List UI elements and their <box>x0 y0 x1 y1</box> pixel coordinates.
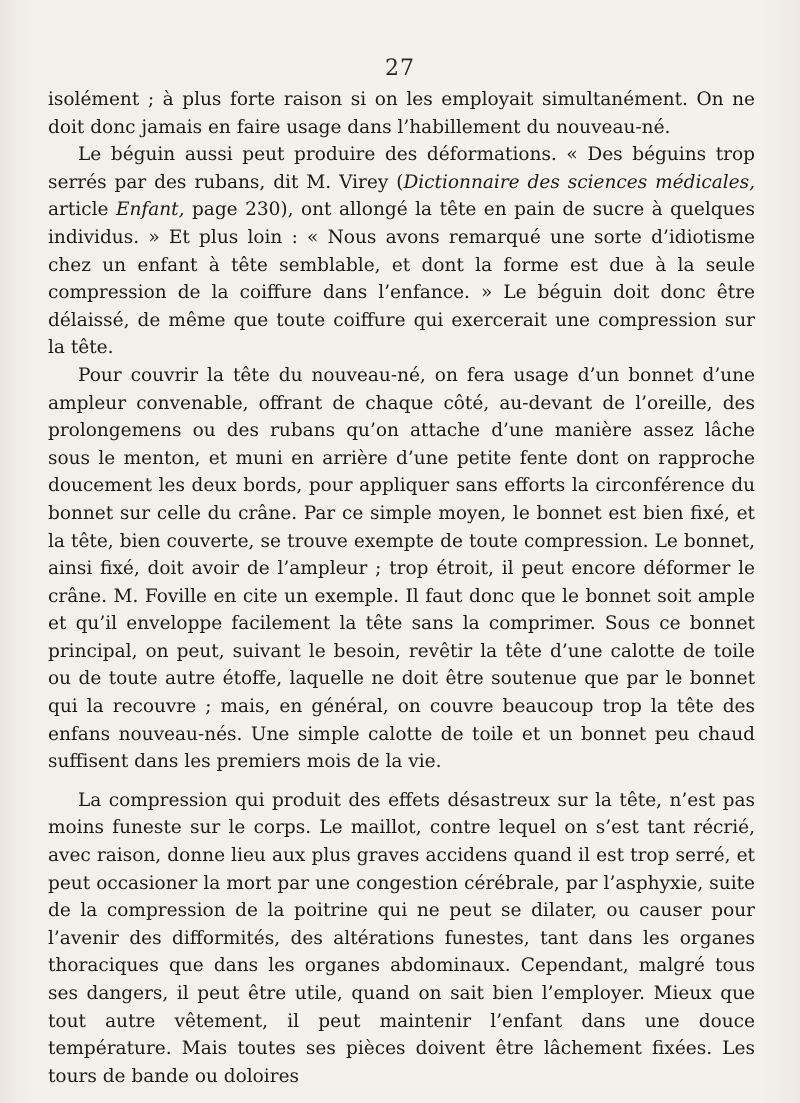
beguin-text-end: page 230), ont allongé la tête en pain de sucre à quelques individus. » Et plus loin : « Nous avons remarqué une sorte d’idiotisme chez un enfant à tête semblable, et dont la forme est due à la seule compression de la coiffure dans l’enfance. » Le béguin doit donc être délaissé, de même que toute coiffure qui exercerait une compression sur la tête. <box>48 199 755 359</box>
body-text <box>48 86 755 1090</box>
paragraph-beguin <box>48 141 755 362</box>
citation-dictionary-title: Dictionnaire des sciences médicales, <box>403 171 755 193</box>
paragraph-bonnet: Pour couvrir la tête du nouveau-né, on fera usage d’un bonnet d’une ampleur convenable, offrant de chaque côté, au-devant de l’oreille, des prolongemens ou des rubans qu’on attache d’une manière assez lâche sous le menton, et muni en arrière d’une petite fente dont on rapproche doucement les deux bords, pour appliquer sans efforts la circonférence du bonnet sur celle du crâne. Par ce simple moyen, le bonnet est bien fixé, et la tête, bien couverte, se trouve exempte de toute compression. Le bonnet, ainsi fixé, doit avoir de l’ampleur ; trop étroit, il peut encore déformer le crâne. M. Foville en cite un exemple. Il faut donc que le bonnet soit ample et qu’il enveloppe facilement la tête sans la comprimer. Sous ce bonnet principal, on peut, suivant le besoin, revêtir la tête d’une calotte de toile ou de toute autre étoffe, laquelle ne doit être soutenue que par le bonnet qui la recouvre ; mais, en général, on couvre beaucoup trop la tête des enfans nouveau-nés. Une simple calotte de toile et un bonnet peu chaud suffisent dans les premiers mois de la vie. <box>48 364 755 773</box>
beguin-text-article: article <box>48 199 116 221</box>
paragraph-compression: La compression qui produit des effets désastreux sur la tête, n’est pas moins funeste sur le corps. Le maillot, contre lequel on s’est tant récrié, avec raison, donne lieu aux plus graves accidens quand il est trop serré, et peut occasioner la mort par une congestion cérébrale, par l’asphyxie, suite de la compression de la poitrine qui ne peut se dilater, ou causer pour l’avenir des difformités, des altérations funestes, tant dans les organes thoraciques que dans les organes abdominaux. Cependant, malgré tous ses dangers, il peut être utile, quand on sait bien l’employer. Mieux que tout autre vêtement, il peut maintenir l’enfant dans une douce température. Mais toutes ses pièces doivent être lâchement fixées. Les tours de bande ou doloires <box>48 789 755 1087</box>
citation-article-title: Enfant, <box>115 199 185 221</box>
beguin-text-start: Le béguin aussi peut produire des déformations. « Des béguins trop serrés par des rubans, dit M. Virey ( <box>48 144 755 193</box>
paragraph-continuation: isolément ; à plus forte raison si on les employait simultanément. On ne doit donc jamais en faire usage dans l’habillement du nouveau-né. <box>48 89 755 138</box>
page-number: 27 <box>385 56 415 81</box>
